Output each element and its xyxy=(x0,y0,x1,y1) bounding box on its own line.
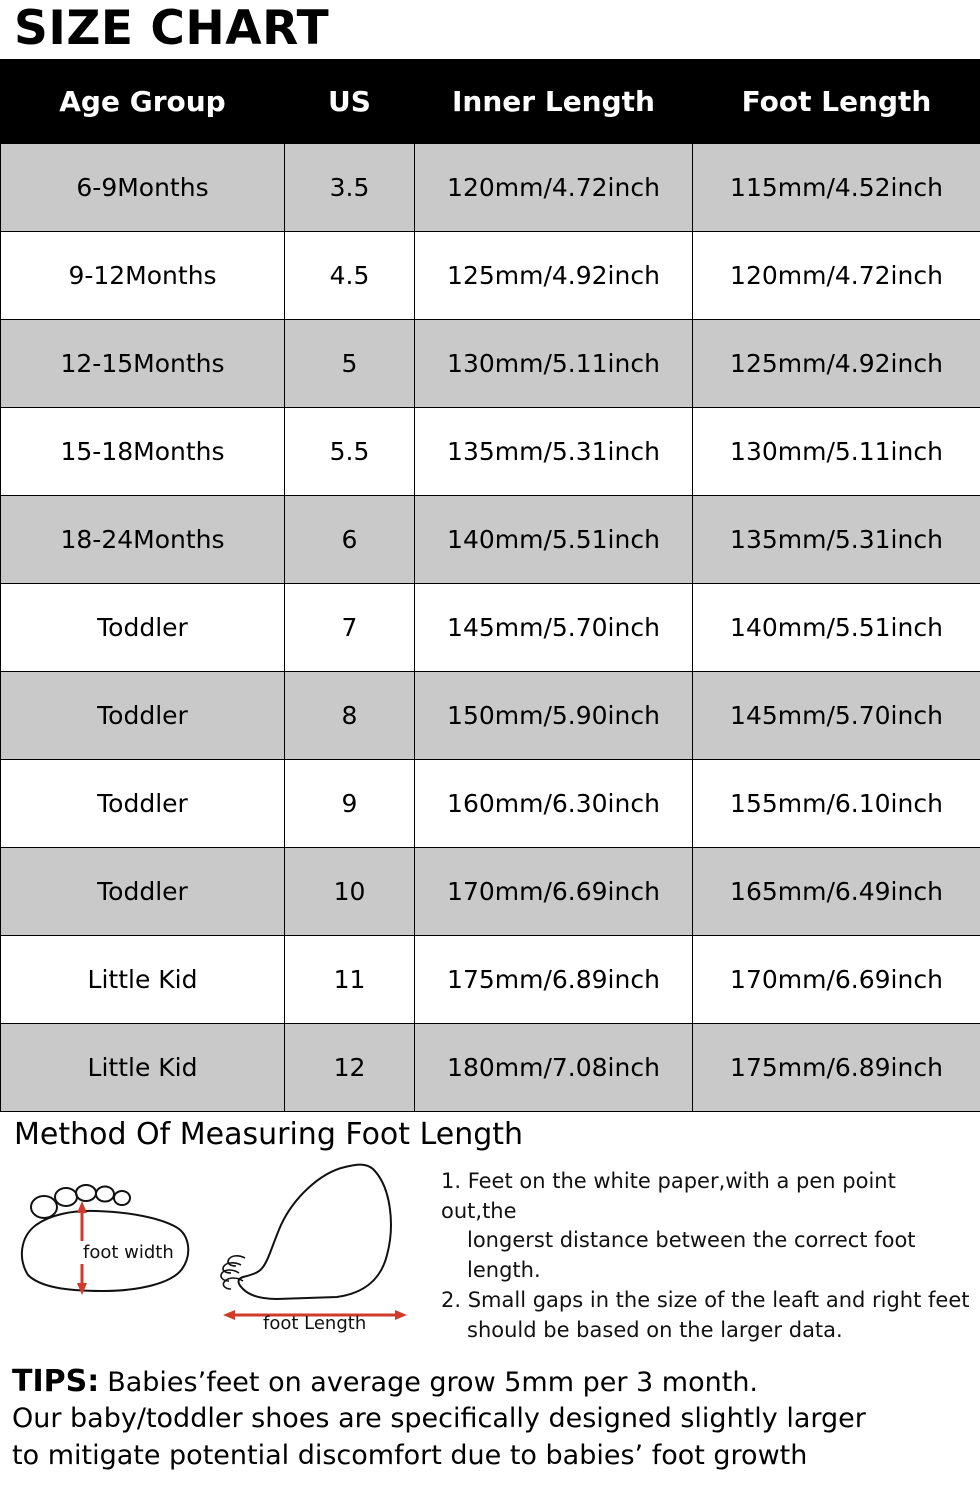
cell-inner-length: 175mm/6.89inch xyxy=(415,936,693,1024)
table-row xyxy=(1,1024,980,1112)
cell-foot-length: 165mm/6.49inch xyxy=(693,848,980,936)
cell-foot-length: 170mm/6.69inch xyxy=(693,936,980,1024)
cell-age-group: Toddler xyxy=(1,848,285,936)
cell-inner-length: 140mm/5.51inch xyxy=(415,496,693,584)
cell-us: 5 xyxy=(285,320,415,408)
cell-foot-length: 175mm/6.89inch xyxy=(693,1024,980,1112)
cell-age-group: Little Kid xyxy=(1,936,285,1024)
tips-line: Our baby/toddler shoes are specifically designed slightly larger xyxy=(12,1403,866,1435)
method-section xyxy=(0,1155,980,1360)
table-row xyxy=(1,848,980,936)
table-row xyxy=(1,320,980,408)
tips-section xyxy=(0,1360,980,1474)
table-header-row xyxy=(1,60,980,144)
cell-foot-length: 130mm/5.11inch xyxy=(693,408,980,496)
column-header-foot-length: Foot Length xyxy=(693,60,980,144)
note-line: 2. Small gaps in the size of the leaft and right feet xyxy=(441,1288,970,1313)
table-row xyxy=(1,408,980,496)
cell-us: 10 xyxy=(285,848,415,936)
cell-age-group: Toddler xyxy=(1,584,285,672)
foot-width-label: foot width xyxy=(80,1241,177,1264)
cell-inner-length: 130mm/5.11inch xyxy=(415,320,693,408)
size-chart-table xyxy=(0,59,980,1112)
cell-us: 9 xyxy=(285,760,415,848)
cell-us: 5.5 xyxy=(285,408,415,496)
tips-label: TIPS: xyxy=(12,1363,100,1399)
cell-us: 7 xyxy=(285,584,415,672)
cell-inner-length: 150mm/5.90inch xyxy=(415,672,693,760)
table-header xyxy=(1,60,980,144)
cell-us: 3.5 xyxy=(285,144,415,232)
cell-inner-length: 180mm/7.08inch xyxy=(415,1024,693,1112)
cell-inner-length: 125mm/4.92inch xyxy=(415,232,693,320)
cell-foot-length: 115mm/4.52inch xyxy=(693,144,980,232)
cell-age-group: 15-18Months xyxy=(1,408,285,496)
cell-age-group: Toddler xyxy=(1,760,285,848)
cell-us: 11 xyxy=(285,936,415,1024)
cell-age-group: 9-12Months xyxy=(1,232,285,320)
cell-foot-length: 135mm/5.31inch xyxy=(693,496,980,584)
cell-inner-length: 120mm/4.72inch xyxy=(415,144,693,232)
cell-foot-length: 125mm/4.92inch xyxy=(693,320,980,408)
table-row xyxy=(1,760,980,848)
cell-foot-length: 140mm/5.51inch xyxy=(693,584,980,672)
cell-foot-length: 120mm/4.72inch xyxy=(693,232,980,320)
cell-us: 4.5 xyxy=(285,232,415,320)
foot-length-label: foot Length xyxy=(263,1312,367,1334)
cell-us: 12 xyxy=(285,1024,415,1112)
foot-diagrams xyxy=(10,1157,435,1343)
cell-age-group: 18-24Months xyxy=(1,496,285,584)
column-header-age-group: Age Group xyxy=(1,60,285,144)
cell-us: 8 xyxy=(285,672,415,760)
table-body xyxy=(1,144,980,1112)
column-header-us: US xyxy=(285,60,415,144)
table-row xyxy=(1,144,980,232)
method-section-title: Method Of Measuring Foot Length xyxy=(14,1117,524,1153)
cell-inner-length: 170mm/6.69inch xyxy=(415,848,693,936)
table-row xyxy=(1,232,980,320)
table-row xyxy=(1,496,980,584)
cell-age-group: Toddler xyxy=(1,672,285,760)
table-row xyxy=(1,584,980,672)
page-title: SIZE CHART xyxy=(14,1,330,56)
cell-inner-length: 160mm/6.30inch xyxy=(415,760,693,848)
foot-top-view-icon xyxy=(10,1163,215,1333)
cell-inner-length: 145mm/5.70inch xyxy=(415,584,693,672)
note-line: longerst distance between the correct foot length. xyxy=(467,1228,916,1283)
measuring-notes xyxy=(435,1157,970,1346)
note-line: 1. Feet on the white paper,with a pen point out,the xyxy=(441,1168,896,1223)
note-line: should be based on the larger data. xyxy=(467,1317,843,1342)
column-header-inner-length: Inner Length xyxy=(415,60,693,144)
table-row xyxy=(1,672,980,760)
table-row xyxy=(1,936,980,1024)
cell-inner-length: 135mm/5.31inch xyxy=(415,408,693,496)
cell-foot-length: 155mm/6.10inch xyxy=(693,760,980,848)
cell-foot-length: 145mm/5.70inch xyxy=(693,672,980,760)
cell-age-group: Little Kid xyxy=(1,1024,285,1112)
cell-age-group: 6-9Months xyxy=(1,144,285,232)
tips-line: to mitigate potential discomfort due to babies’ foot growth xyxy=(12,1439,808,1471)
cell-us: 6 xyxy=(285,496,415,584)
tips-line: Babies’feet on average grow 5mm per 3 month. xyxy=(107,1366,759,1398)
foot-side-view-icon xyxy=(215,1163,425,1343)
cell-age-group: 12-15Months xyxy=(1,320,285,408)
